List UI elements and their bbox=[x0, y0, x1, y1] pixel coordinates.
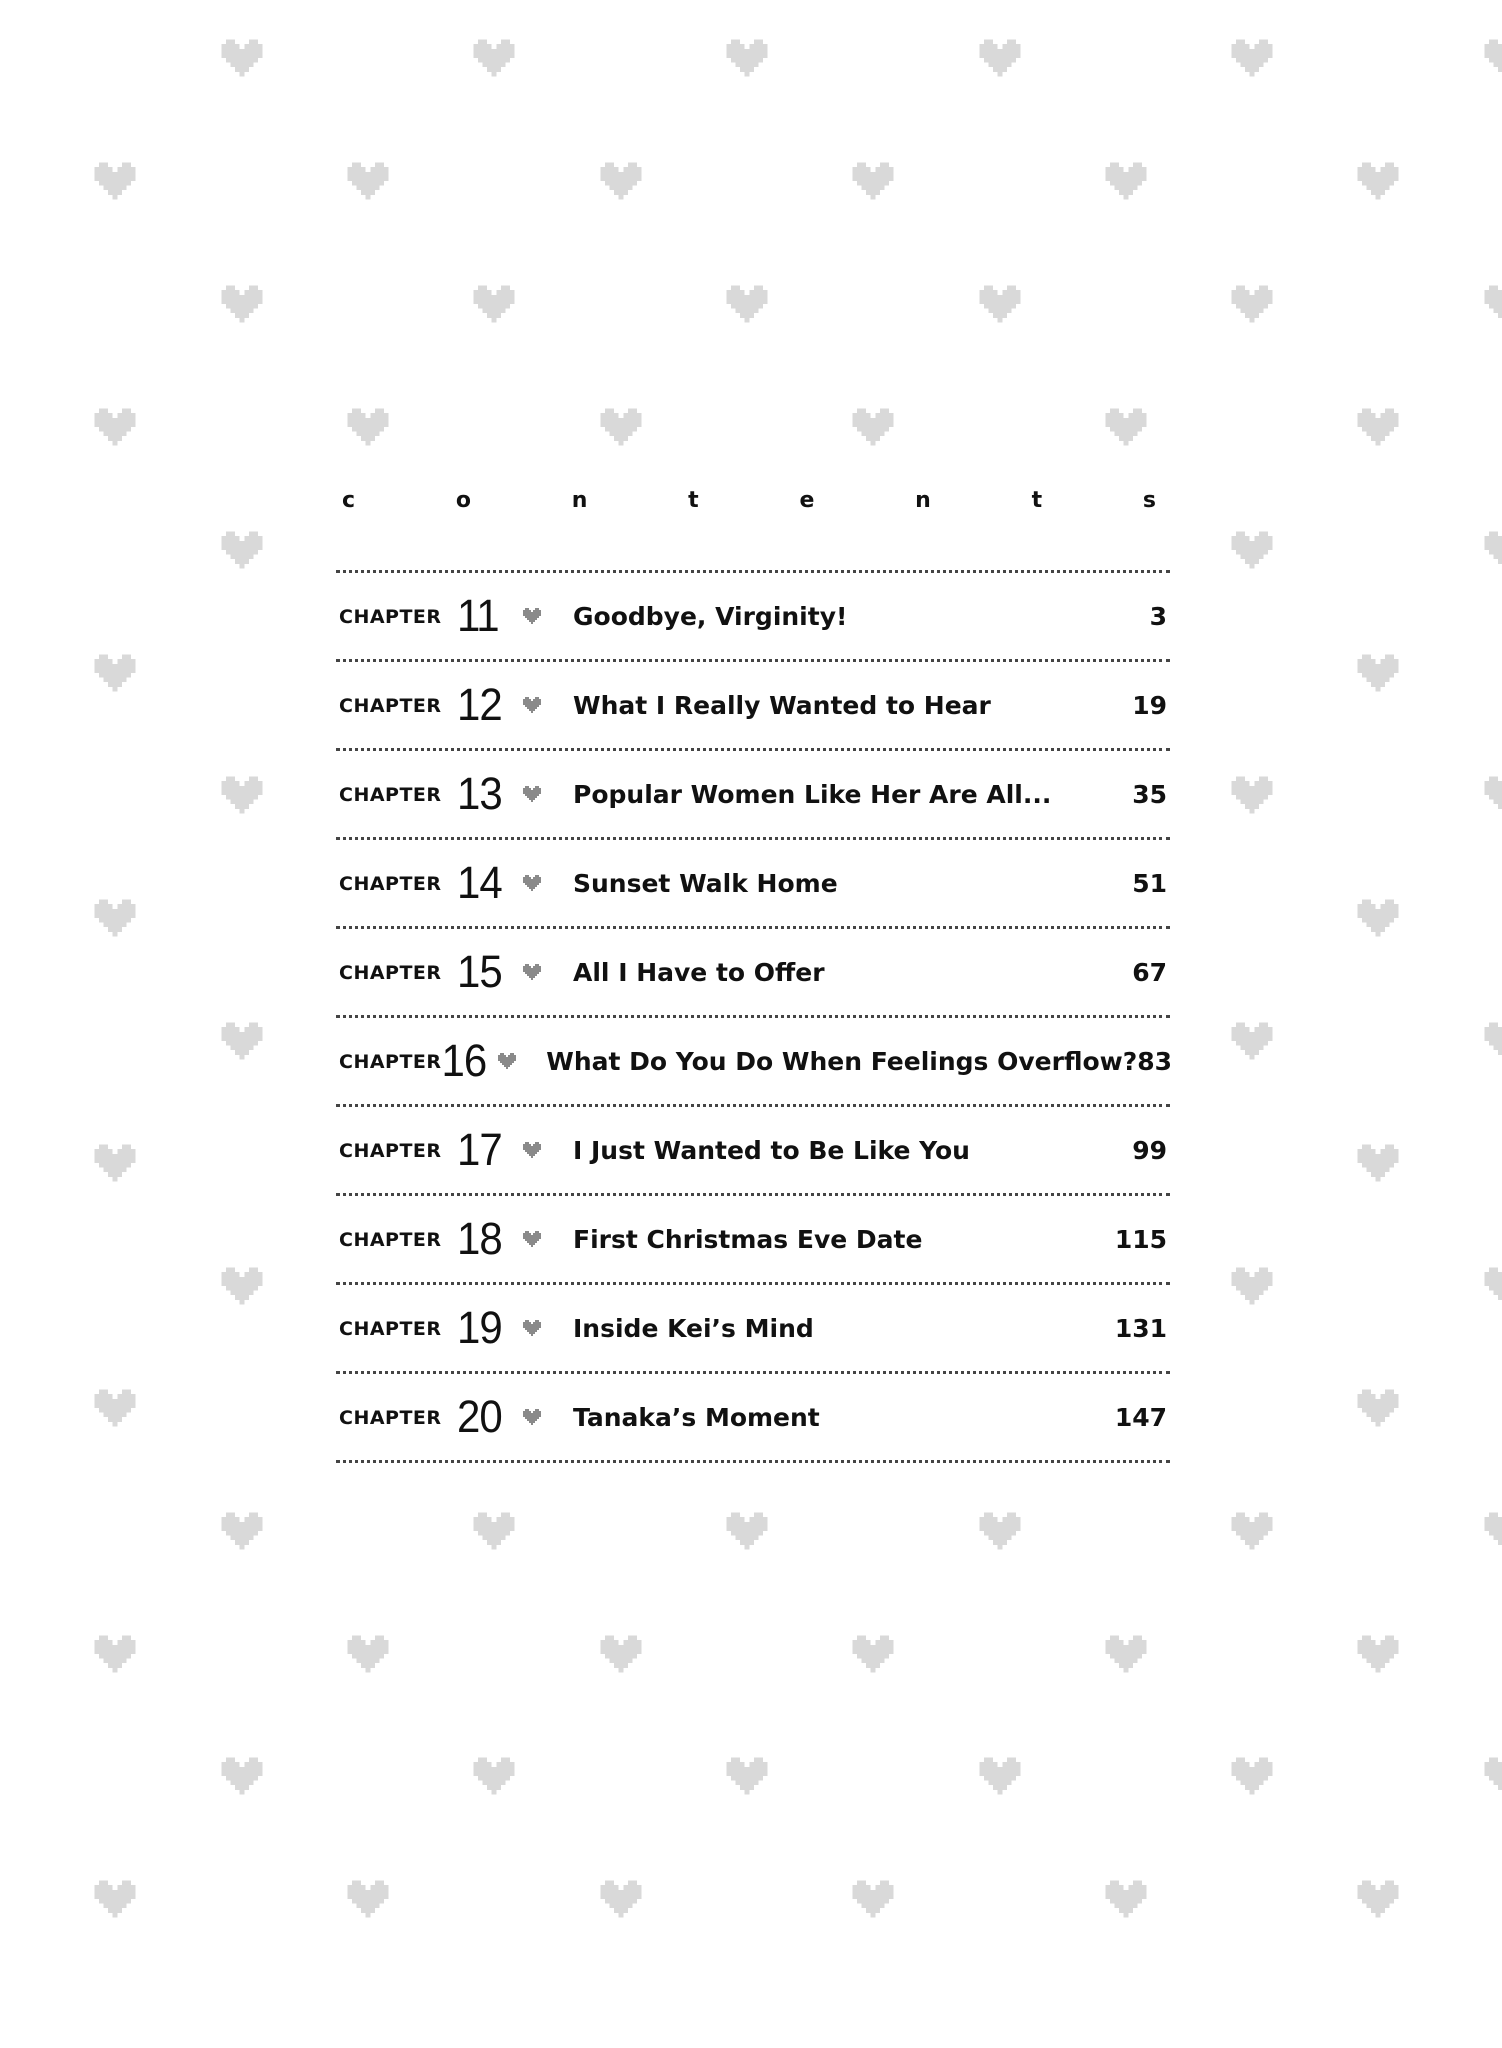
pixel-heart-icon bbox=[1484, 1513, 1502, 1550]
pixel-heart-icon bbox=[1105, 163, 1146, 200]
chapter-title: Tanaka’s Moment bbox=[573, 1402, 820, 1432]
chapter-row bbox=[336, 1374, 1170, 1460]
pixel-heart-icon bbox=[94, 409, 135, 446]
chapter-title: First Christmas Eve Date bbox=[573, 1224, 923, 1254]
chapter-title: Sunset Walk Home bbox=[573, 868, 838, 898]
pixel-heart-icon bbox=[1484, 532, 1502, 569]
chapter-page-number: 147 bbox=[1114, 1402, 1167, 1432]
pixel-heart-icon bbox=[94, 900, 135, 937]
pixel-heart-icon bbox=[94, 1636, 135, 1673]
chapter-label: CHAPTER bbox=[339, 695, 442, 717]
chapter-number: 11 bbox=[457, 590, 499, 641]
pixel-heart-icon bbox=[473, 1758, 514, 1795]
pixel-heart-icon bbox=[221, 1513, 262, 1550]
pixel-heart-icon bbox=[94, 1390, 135, 1427]
dotted-divider bbox=[336, 1460, 1170, 1463]
pixel-heart-icon bbox=[726, 1513, 767, 1550]
pixel-heart-icon bbox=[1231, 1268, 1272, 1305]
chapter-page-number: 3 bbox=[1149, 601, 1167, 631]
pixel-heart-icon bbox=[600, 1881, 641, 1918]
chapter-row bbox=[336, 1196, 1170, 1282]
contents-letter: n bbox=[915, 487, 931, 513]
pixel-heart-icon bbox=[1105, 409, 1146, 446]
pixel-heart-icon bbox=[1357, 1390, 1398, 1427]
heart-icon bbox=[521, 962, 543, 982]
pixel-heart-icon bbox=[1357, 1145, 1398, 1182]
chapter-number: 16 bbox=[441, 1035, 487, 1086]
pixel-heart-icon bbox=[979, 286, 1020, 323]
chapter-page-number: 35 bbox=[1132, 779, 1167, 809]
pixel-heart-icon bbox=[979, 1758, 1020, 1795]
chapter-row bbox=[336, 840, 1170, 926]
pixel-heart-icon bbox=[221, 1758, 262, 1795]
pixel-heart-icon bbox=[1357, 409, 1398, 446]
pixel-heart-icon bbox=[852, 1881, 893, 1918]
pixel-heart-icon bbox=[1484, 286, 1502, 323]
contents-letter: e bbox=[799, 487, 815, 513]
pixel-heart-icon bbox=[347, 409, 388, 446]
chapter-number: 18 bbox=[457, 1213, 502, 1264]
pixel-heart-icon bbox=[1484, 1758, 1502, 1795]
pixel-heart-icon bbox=[94, 1145, 135, 1182]
pixel-heart-icon bbox=[1231, 532, 1272, 569]
pixel-heart-icon bbox=[221, 40, 262, 77]
pixel-heart-icon bbox=[473, 1513, 514, 1550]
chapter-title: All I Have to Offer bbox=[573, 957, 825, 987]
chapter-row bbox=[336, 929, 1170, 1015]
pixel-heart-icon bbox=[221, 1268, 262, 1305]
chapter-label: CHAPTER bbox=[339, 1229, 442, 1251]
chapter-label: CHAPTER bbox=[339, 1051, 442, 1073]
chapter-list bbox=[336, 573, 1173, 1463]
pixel-heart-icon bbox=[473, 286, 514, 323]
pixel-heart-icon bbox=[473, 40, 514, 77]
chapter-page-number: 131 bbox=[1114, 1313, 1167, 1343]
pixel-heart-icon bbox=[1357, 1881, 1398, 1918]
pixel-heart-icon bbox=[600, 1636, 641, 1673]
pixel-heart-icon bbox=[221, 777, 262, 814]
pixel-heart-icon bbox=[726, 1758, 767, 1795]
chapter-title: Popular Women Like Her Are All... bbox=[573, 779, 1052, 809]
chapter-label: CHAPTER bbox=[339, 1318, 442, 1340]
pixel-heart-icon bbox=[1231, 1023, 1272, 1060]
pixel-heart-icon bbox=[221, 532, 262, 569]
pixel-heart-icon bbox=[1484, 1023, 1502, 1060]
pixel-heart-icon bbox=[1231, 40, 1272, 77]
pixel-heart-icon bbox=[1357, 900, 1398, 937]
pixel-heart-icon bbox=[600, 409, 641, 446]
pixel-heart-icon bbox=[1484, 1268, 1502, 1305]
pixel-heart-icon bbox=[1357, 163, 1398, 200]
chapter-title: Inside Kei’s Mind bbox=[573, 1313, 814, 1343]
heart-icon bbox=[521, 1229, 543, 1249]
chapter-title: What Do You Do When Feelings Overflow? bbox=[546, 1046, 1138, 1076]
pixel-heart-icon bbox=[1357, 655, 1398, 692]
pixel-heart-icon bbox=[1231, 777, 1272, 814]
chapter-title: What I Really Wanted to Hear bbox=[573, 690, 991, 720]
chapter-page-number: 67 bbox=[1132, 957, 1167, 987]
chapter-page-number: 83 bbox=[1137, 1046, 1173, 1076]
pixel-heart-icon bbox=[726, 286, 767, 323]
pixel-heart-icon bbox=[1484, 777, 1502, 814]
chapter-number: 17 bbox=[457, 1124, 502, 1175]
chapter-number: 13 bbox=[457, 768, 502, 819]
chapter-label: CHAPTER bbox=[339, 1407, 442, 1429]
chapter-page-number: 51 bbox=[1132, 868, 1167, 898]
chapter-title: Goodbye, Virginity! bbox=[573, 601, 848, 631]
chapter-label: CHAPTER bbox=[339, 873, 442, 895]
pixel-heart-icon bbox=[1357, 1636, 1398, 1673]
pixel-heart-icon bbox=[1484, 40, 1502, 77]
table-of-contents bbox=[336, 478, 1173, 1463]
pixel-heart-icon bbox=[600, 163, 641, 200]
chapter-number: 19 bbox=[457, 1302, 502, 1353]
pixel-heart-icon bbox=[1105, 1636, 1146, 1673]
pixel-heart-icon bbox=[1231, 1758, 1272, 1795]
pixel-heart-icon bbox=[852, 409, 893, 446]
pixel-heart-icon bbox=[347, 1881, 388, 1918]
chapter-title: I Just Wanted to Be Like You bbox=[573, 1135, 970, 1165]
chapter-number: 14 bbox=[457, 857, 502, 908]
pixel-heart-icon bbox=[94, 163, 135, 200]
contents-heading bbox=[336, 478, 1170, 522]
pixel-heart-icon bbox=[347, 163, 388, 200]
chapter-row bbox=[336, 751, 1170, 837]
chapter-number: 12 bbox=[457, 679, 502, 730]
heart-icon bbox=[521, 1407, 543, 1427]
heart-icon bbox=[521, 606, 543, 626]
pixel-heart-icon bbox=[94, 655, 135, 692]
contents-letter: t bbox=[688, 487, 699, 513]
pixel-heart-icon bbox=[852, 163, 893, 200]
chapter-row bbox=[336, 573, 1170, 659]
contents-letter: t bbox=[1031, 487, 1043, 513]
chapter-row bbox=[336, 1018, 1173, 1104]
pixel-heart-icon bbox=[852, 1636, 893, 1673]
heart-icon bbox=[521, 784, 543, 804]
heart-icon bbox=[521, 1318, 543, 1338]
pixel-heart-icon bbox=[1231, 286, 1272, 323]
chapter-row bbox=[336, 1285, 1170, 1371]
chapter-row bbox=[336, 662, 1170, 748]
chapter-label: CHAPTER bbox=[339, 962, 442, 984]
pixel-heart-icon bbox=[1231, 1513, 1272, 1550]
pixel-heart-icon bbox=[94, 1881, 135, 1918]
contents-letter: c bbox=[342, 487, 356, 513]
heart-icon bbox=[521, 873, 543, 893]
heart-icon bbox=[521, 695, 543, 715]
chapter-number: 15 bbox=[457, 946, 502, 997]
pixel-heart-icon bbox=[221, 286, 262, 323]
chapter-page-number: 115 bbox=[1114, 1224, 1167, 1254]
chapter-number: 20 bbox=[457, 1391, 502, 1442]
pixel-heart-icon bbox=[1105, 1881, 1146, 1918]
pixel-heart-icon bbox=[726, 40, 767, 77]
chapter-page-number: 99 bbox=[1132, 1135, 1167, 1165]
pixel-heart-icon bbox=[979, 1513, 1020, 1550]
chapter-page-number: 19 bbox=[1132, 690, 1167, 720]
pixel-heart-icon bbox=[347, 1636, 388, 1673]
pixel-heart-icon bbox=[979, 40, 1020, 77]
chapter-label: CHAPTER bbox=[339, 606, 442, 628]
contents-letter: o bbox=[455, 487, 471, 513]
contents-letter: n bbox=[571, 487, 588, 513]
heart-icon bbox=[498, 1051, 516, 1071]
chapter-label: CHAPTER bbox=[339, 784, 442, 806]
pixel-heart-icon bbox=[221, 1023, 262, 1060]
contents-letter: s bbox=[1142, 487, 1156, 513]
heart-icon bbox=[521, 1140, 543, 1160]
chapter-label: CHAPTER bbox=[339, 1140, 442, 1162]
chapter-row bbox=[336, 1107, 1170, 1193]
